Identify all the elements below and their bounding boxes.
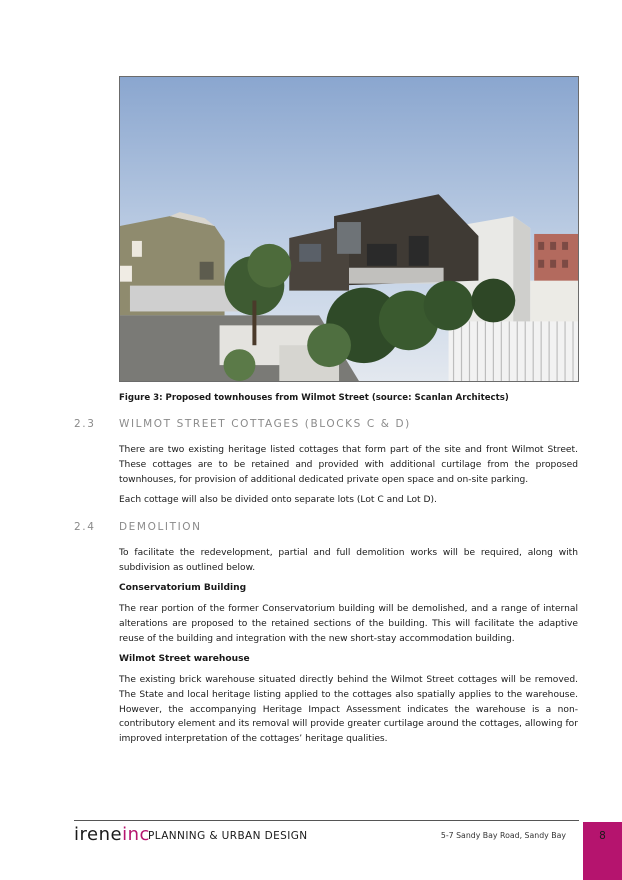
page-number-tab bbox=[583, 822, 622, 880]
logo-accent: inc bbox=[122, 824, 150, 845]
paragraph: There are two existing heritage listed cottages that form part of the site and front Wilmot Street. These cottages are to be retained and provided with additional curtilage from the proposed townhouses, for provision of additional dedicated private open space and on-site parking. bbox=[119, 445, 578, 485]
paragraph: The existing brick warehouse situated directly behind the Wilmot Street cottages will be removed. The State and local heritage listing applied to the cottages also spatially applies to the warehouse. However, the accompanying Heritage Impact Assessment indicates the warehouse is a non-contributory element and its removal will provide greater curtilage around the cottages, allowing for improved interpretation of the cottages’ heritage qualities. bbox=[119, 675, 578, 745]
paragraph: Each cottage will also be divided onto separate lots (Lot C and Lot D). bbox=[119, 495, 437, 505]
townhouses-render bbox=[120, 77, 578, 381]
irene-inc-logo bbox=[74, 824, 150, 845]
figure-image bbox=[119, 76, 579, 382]
paragraph: To facilitate the redevelopment, partial and full demolition works will be required, along with subdivision as outlined below. bbox=[119, 548, 578, 573]
white-fence bbox=[130, 286, 240, 312]
subheading: Conservatorium Building bbox=[119, 583, 247, 593]
logo-main: irene bbox=[74, 824, 123, 845]
section-number: 2.3 bbox=[74, 418, 96, 430]
section-title: DEMOLITION bbox=[119, 521, 202, 533]
footer-divider bbox=[74, 820, 579, 821]
section-title: WILMOT STREET COTTAGES (BLOCKS C & D) bbox=[119, 418, 411, 430]
paragraph: The rear portion of the former Conservatorium building will be demolished, and a range of internal alterations are proposed to the retained sections of the building. This will facilitate the adaptive reuse of the building and integration with the new short-stay accommodation building. bbox=[119, 604, 578, 644]
footer-address: 5-7 Sandy Bay Road, Sandy Bay bbox=[440, 831, 566, 840]
page-number: 8 bbox=[599, 830, 606, 842]
section-number: 2.4 bbox=[74, 521, 96, 533]
figure-caption: Figure 3: Proposed townhouses from Wilmot Street (source: Scanlan Architects) bbox=[119, 393, 509, 403]
logo-tagline: PLANNING & URBAN DESIGN bbox=[148, 830, 308, 842]
subheading: Wilmot Street warehouse bbox=[119, 654, 250, 664]
